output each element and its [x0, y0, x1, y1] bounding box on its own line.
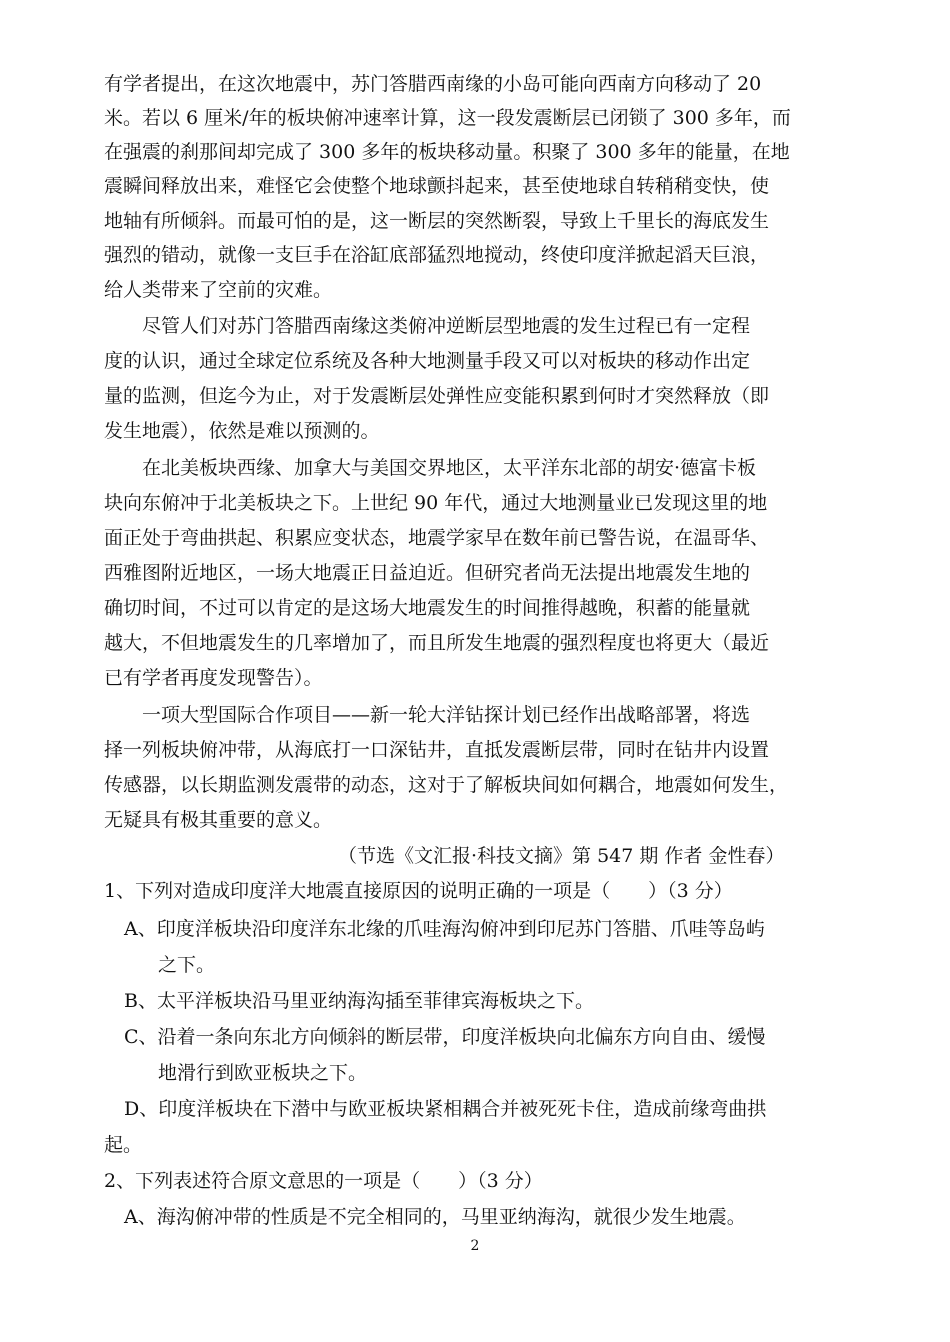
option-c-cont: 地滑行到欧亚板块之下。	[158, 1062, 368, 1084]
text-line: 西雅图附近地区，一场大地震正日益迫近。但研究者尚无法提出地震发生地的	[104, 562, 751, 584]
text-line: 强烈的错动，就像一支巨手在浴缸底部猛烈地搅动，终使印度洋掀起滔天巨浪，	[104, 244, 770, 266]
page-number: 2	[470, 1238, 480, 1254]
text-line: 有学者提出，在这次地震中，苏门答腊西南缘的小岛可能向西南方向移动了 20	[104, 73, 762, 95]
text-line: 面正处于弯曲拱起、积累应变状态，地震学家早在数年前已警告说，在温哥华、	[104, 527, 770, 549]
option-b: B、太平洋板块沿马里亚纳海沟插至菲律宾海板块之下。	[124, 990, 594, 1012]
question-1: 1、下列对造成印度洋大地震直接原因的说明正确的一项是（ ）（3 分）	[104, 880, 733, 902]
text-line: 地轴有所倾斜。而最可怕的是，这一断层的突然断裂，导致上千里长的海底发生	[104, 210, 770, 232]
text-line: 震瞬间释放出来，难怪它会使整个地球颤抖起来，甚至使地球自转稍稍变快，使	[104, 175, 770, 197]
text-line: 传感器，以长期监测发震带的动态，这对于了解板块间如何耦合，地震如何发生，	[104, 774, 789, 796]
text-line: 给人类带来了空前的灾难。	[104, 279, 333, 301]
text-line: 一项大型国际合作项目——新一轮大洋钻探计划已经作出战略部署，将选	[142, 704, 751, 726]
option-a: A、海沟俯冲带的性质是不完全相同的，马里亚纳海沟，就很少发生地震。	[124, 1206, 746, 1228]
source-citation: （节选《文汇报·科技文摘》第 547 期 作者 金性春）	[338, 845, 785, 867]
text-line: 米。若以 6 厘米/年的板块俯冲速率计算，这一段发震断层已闭锁了 300 多年，而	[104, 107, 791, 129]
option-a: A、印度洋板块沿印度洋东北缘的爪哇海沟俯冲到印尼苏门答腊、爪哇等岛屿	[124, 918, 765, 940]
text-line: 量的监测，但迄今为止，对于发震断层处弹性应变能积累到何时才突然释放（即	[104, 385, 770, 407]
option-d-cont: 起。	[104, 1134, 143, 1156]
option-c: C、沿着一条向东北方向倾斜的断层带，印度洋板块向北偏东方向自由、缓慢	[124, 1026, 766, 1048]
text-line: 度的认识，通过全球定位系统及各种大地测量手段又可以对板块的移动作出定	[104, 350, 751, 372]
text-line: 择一列板块俯冲带，从海底打一口深钻井，直抵发震断层带，同时在钻井内设置	[104, 739, 770, 761]
text-line: 确切时间，不过可以肯定的是这场大地震发生的时间推得越晚，积蓄的能量就	[104, 597, 751, 619]
text-line: 在北美板块西缘、加拿大与美国交界地区，太平洋东北部的胡安·德富卡板	[142, 457, 757, 479]
question-2: 2、下列表述符合原文意思的一项是（ ）（3 分）	[104, 1170, 543, 1192]
option-a-cont: 之下。	[158, 954, 216, 976]
text-line: 越大，不但地震发生的几率增加了，而且所发生地震的强烈程度也将更大（最近	[104, 632, 770, 654]
text-line: 尽管人们对苏门答腊西南缘这类俯冲逆断层型地震的发生过程已有一定程	[142, 315, 751, 337]
option-d: D、印度洋板块在下潜中与欧亚板块紧相耦合并被死死卡住，造成前缘弯曲拱	[124, 1098, 767, 1120]
text-line: 已有学者再度发现警告）。	[104, 667, 323, 689]
text-line: 块向东俯冲于北美板块之下。上世纪 90 年代，通过大地测量业已发现这里的地	[104, 492, 768, 514]
text-line: 发生地震），依然是难以预测的。	[104, 420, 380, 442]
text-line: 无疑具有极其重要的意义。	[104, 809, 333, 831]
text-line: 在强震的刹那间却完成了 300 多年的板块移动量。积聚了 300 多年的能量，在地	[104, 141, 790, 163]
